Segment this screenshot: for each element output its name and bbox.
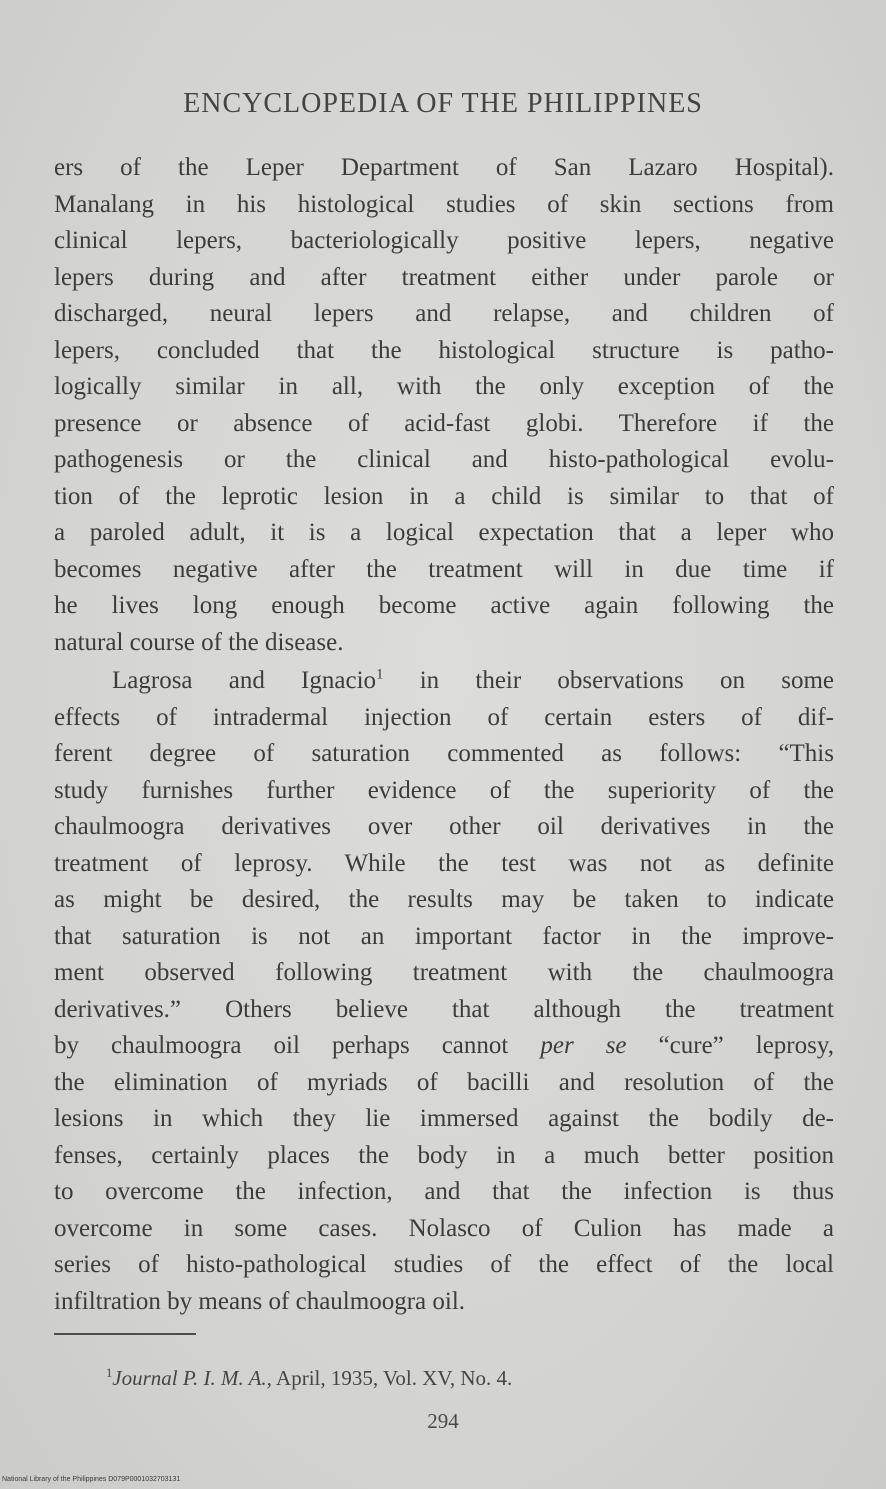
- italic-latin-phrase: per se: [540, 1032, 627, 1059]
- paragraph-2-line: series of histo-pathological studies of the effect of the local: [54, 1251, 834, 1278]
- paragraph-1-line: becomes negative after the treatment will in due time if: [54, 555, 834, 583]
- running-head: ENCYCLOPEDIA OF THE PHILIPPINES: [183, 88, 703, 119]
- author-text: Lagrosa and Ignacio: [112, 667, 377, 694]
- paragraph-1-line: a paroled adult, it is a logical expectation that a leper who: [54, 519, 834, 546]
- paragraph-2-line: chaulmoogra derivatives over other oil derivatives in the: [54, 813, 834, 840]
- body-text: [54, 150, 834, 1320]
- paragraph-1-line: natural course of the disease.: [54, 628, 344, 656]
- line-text: in their observations on some: [383, 667, 834, 694]
- paragraph-2-line: to overcome the infection, and that the infection is thus: [54, 1178, 834, 1205]
- page-number: 294: [427, 1409, 459, 1433]
- line-text: by chaulmoogra oil perhaps cannot: [54, 1032, 541, 1059]
- paragraph-2-line: fenses, certainly places the body in a much better position: [54, 1141, 834, 1169]
- paragraph-2-line: ment observed following treatment with the chaulmoogra: [54, 959, 834, 986]
- paragraph-2-line: effects of intradermal injection of certain esters of dif-: [54, 703, 834, 731]
- paragraph-1-line: presence or absence of acid-fast globi. Therefore if the: [54, 409, 834, 437]
- footnote-marker: 1: [106, 1366, 113, 1380]
- footnote-citation: April, 1935, Vol. XV, No. 4.: [271, 1366, 513, 1390]
- paragraph-2-line: overcome in some cases. Nolasco of Culion has made a: [54, 1214, 834, 1242]
- paragraph-1-line: lepers during and after treatment either under parole or: [54, 263, 834, 291]
- paragraph-2-line: as might be desired, the results may be taken to indicate: [54, 886, 834, 913]
- paragraph-2-first-line: [54, 663, 834, 700]
- paragraph-1-line: discharged, neural lepers and relapse, and children of: [54, 300, 834, 327]
- paragraph-1-line: pathogenesis or the clinical and histo-pathological evolu-: [54, 446, 834, 473]
- paragraph-2-line: treatment of leprosy. While the test was not as definite: [54, 849, 834, 877]
- paragraph-1-line: logically similar in all, with the only exception of the: [54, 373, 834, 400]
- paragraph-2-line: that saturation is not an important factor in the improve-: [54, 922, 834, 950]
- library-credit: National Library of the Philippines D079P0001032703131: [2, 1476, 181, 1483]
- footnote-journal: Journal P. I. M. A.,: [112, 1366, 272, 1390]
- footnote-divider: [54, 1333, 196, 1335]
- paragraph-1-line: tion of the leprotic lesion in a child is similar to that of: [54, 482, 834, 510]
- paragraph-2-line: ferent degree of saturation commented as follows: “This: [54, 740, 834, 767]
- paragraph-1-line: he lives long enough become active again following the: [54, 592, 834, 619]
- line-text: “cure” leprosy,: [626, 1032, 834, 1059]
- paragraph-1-line: Manalang in his histological studies of skin sections from: [54, 190, 834, 218]
- paragraph-2-line: lesions in which they lie immersed against the bodily de-: [54, 1105, 834, 1132]
- paragraph-2-line-per-se: [54, 1028, 834, 1065]
- paragraph-2-line: study furnishes further evidence of the superiority of the: [54, 776, 834, 804]
- footnote: [106, 1366, 512, 1391]
- paragraph-2-line: the elimination of myriads of bacilli and resolution of the: [54, 1068, 834, 1096]
- paragraph-1-line: clinical lepers, bacteriologically positive lepers, negative: [54, 227, 834, 254]
- footnote-reference: 1: [376, 666, 384, 683]
- paragraph-2-line: infiltration by means of chaulmoogra oil.: [54, 1287, 466, 1315]
- paragraph-1-line: lepers, concluded that the histological structure is patho-: [54, 336, 834, 364]
- paragraph-2-line: derivatives.” Others believe that although the treatment: [54, 995, 834, 1023]
- paragraph-1-line: ers of the Leper Department of San Lazaro Hospital).: [54, 154, 834, 181]
